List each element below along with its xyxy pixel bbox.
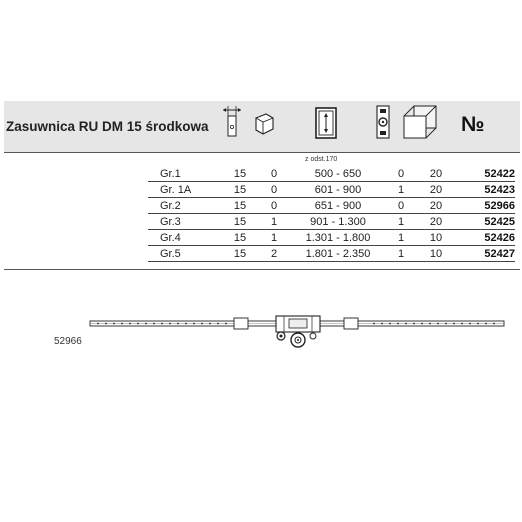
quantity-cell: 20 [414, 198, 458, 214]
table-row [148, 166, 515, 182]
header-divider [4, 152, 520, 153]
connector-cell: 1 [260, 230, 288, 246]
backset-cell: 15 [220, 198, 260, 214]
locks-cell: 1 [388, 246, 414, 262]
backset-cell: 15 [220, 166, 260, 182]
range-cell: 651 - 900 [288, 198, 388, 214]
connector-cell: 0 [260, 166, 288, 182]
quantity-cell: 20 [414, 166, 458, 182]
locks-cell: 0 [388, 166, 414, 182]
backset-cell: 15 [220, 246, 260, 262]
quantity-cell: 20 [414, 182, 458, 198]
range-cell: 901 - 1.300 [288, 214, 388, 230]
locks-cell: 1 [388, 214, 414, 230]
range-cell: 1.301 - 1.800 [288, 230, 388, 246]
locks-cell: 1 [388, 182, 414, 198]
table-row [148, 246, 515, 262]
article-number-heading: № [461, 113, 485, 136]
range-cell: 500 - 650 [288, 166, 388, 182]
article-number-cell: 52966 [458, 198, 515, 214]
locks-cell: 1 [388, 230, 414, 246]
size-cell: Gr.5 [148, 246, 220, 262]
backset-cell: 15 [220, 214, 260, 230]
connector-cell: 0 [260, 198, 288, 214]
size-cell: Gr.3 [148, 214, 220, 230]
connector-cell: 1 [260, 214, 288, 230]
product-code-label: 52966 [54, 336, 82, 347]
size-cell: Gr.1 [148, 166, 220, 182]
espagnolette-drawing [84, 308, 514, 352]
specification-table [148, 166, 515, 262]
backset-cell: 15 [220, 230, 260, 246]
locking-point-icon [374, 104, 392, 140]
article-number-cell: 52426 [458, 230, 515, 246]
page-title: Zasuwnica RU DM 15 środkowa [6, 119, 209, 134]
size-cell: Gr. 1A [148, 182, 220, 198]
article-number-cell: 52427 [458, 246, 515, 262]
connector-cell: 2 [260, 246, 288, 262]
range-cell: 601 - 900 [288, 182, 388, 198]
table-row [148, 214, 515, 230]
backset-dimension-icon [221, 105, 243, 139]
quantity-cell: 10 [414, 246, 458, 262]
article-number-cell: 52425 [458, 214, 515, 230]
table-row [148, 182, 515, 198]
table-bottom-divider [4, 269, 520, 270]
article-number-cell: 52422 [458, 166, 515, 182]
locks-cell: 0 [388, 198, 414, 214]
connector-cell: 0 [260, 182, 288, 198]
sash-height-range-icon [314, 106, 338, 140]
connector-piece-icon [252, 112, 276, 138]
quantity-cell: 10 [414, 230, 458, 246]
article-number-cell: 52423 [458, 182, 515, 198]
backset-cell: 15 [220, 182, 260, 198]
package-quantity-icon [402, 104, 438, 140]
quantity-cell: 20 [414, 214, 458, 230]
size-cell: Gr.4 [148, 230, 220, 246]
spacing-note: z odst.170 [305, 156, 338, 163]
size-cell: Gr.2 [148, 198, 220, 214]
table-row [148, 198, 515, 214]
table-row [148, 230, 515, 246]
range-cell: 1.801 - 2.350 [288, 246, 388, 262]
